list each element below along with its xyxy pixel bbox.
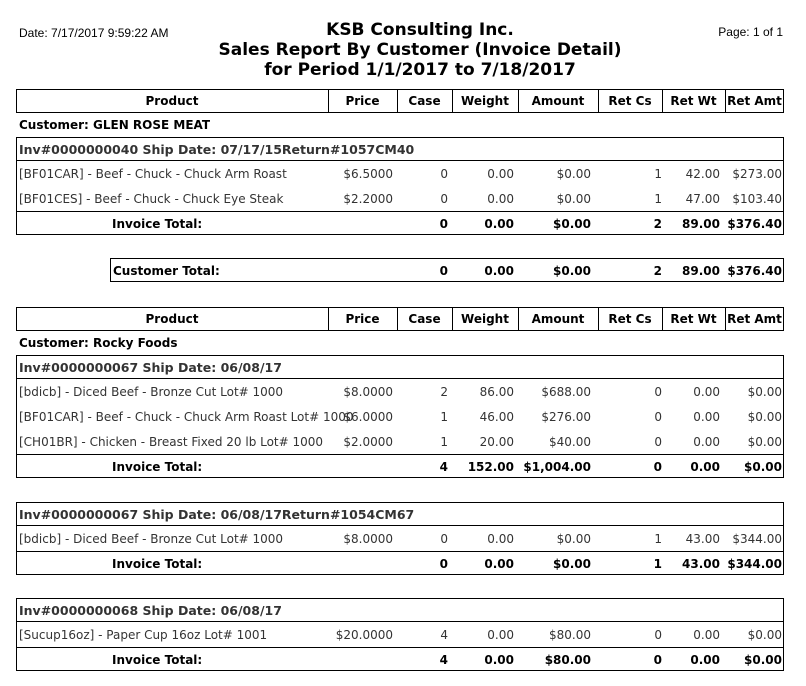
row-divider bbox=[16, 621, 784, 622]
row-value-ret-wt: 0.00 bbox=[693, 435, 720, 449]
column-header-amount: Amount bbox=[531, 94, 585, 108]
row-divider bbox=[16, 211, 784, 212]
column-header-weight: Weight bbox=[461, 312, 509, 326]
row-value-case: 0 bbox=[440, 167, 448, 181]
row-value-amount: $80.00 bbox=[549, 628, 591, 642]
row-divider bbox=[16, 551, 784, 552]
total-value-case: 4 bbox=[439, 460, 448, 474]
row-value-price: $8.0000 bbox=[343, 532, 393, 546]
row-value-ret-wt: 0.00 bbox=[693, 385, 720, 399]
row-value-price: $20.0000 bbox=[335, 628, 393, 642]
column-header-price: Price bbox=[345, 94, 380, 108]
company-name: KSB Consulting Inc. bbox=[326, 20, 514, 40]
row-value-ret-cs: 1 bbox=[654, 167, 662, 181]
total-value-weight: 152.00 bbox=[467, 460, 514, 474]
row-value-weight: 86.00 bbox=[479, 385, 514, 399]
page-number: Page: 1 of 1 bbox=[718, 25, 783, 39]
row-value-price: $2.0000 bbox=[343, 435, 393, 449]
column-header-case: Case bbox=[408, 312, 441, 326]
total-value-case: 4 bbox=[439, 653, 448, 667]
total-value-amount: $1,004.00 bbox=[523, 460, 591, 474]
row-divider bbox=[16, 525, 784, 526]
product-name: [Sucup16oz] - Paper Cup 16oz Lot# 1001 bbox=[19, 628, 268, 642]
row-value-amount: $688.00 bbox=[541, 385, 591, 399]
total-value-ret-amt: $0.00 bbox=[744, 460, 782, 474]
row-value-amount: $0.00 bbox=[556, 532, 591, 546]
row-value-price: $8.0000 bbox=[343, 385, 393, 399]
column-header-ret-cs: Ret Cs bbox=[608, 312, 652, 326]
invoice-header: Inv#0000000040 Ship Date: 07/17/15Return#1057CM40 bbox=[19, 142, 415, 157]
total-value-amount: $0.00 bbox=[553, 557, 591, 571]
product-name: [BF01CAR] - Beef - Chuck - Chuck Arm Roast Lot# 1000 bbox=[19, 410, 354, 424]
column-header-case: Case bbox=[408, 94, 441, 108]
row-value-ret-cs: 0 bbox=[654, 385, 662, 399]
total-value-amount: $80.00 bbox=[544, 653, 591, 667]
row-value-ret-amt: $103.40 bbox=[732, 192, 782, 206]
column-header-weight: Weight bbox=[461, 94, 509, 108]
row-value-weight: 0.00 bbox=[487, 192, 514, 206]
row-value-case: 0 bbox=[440, 192, 448, 206]
row-value-weight: 46.00 bbox=[479, 410, 514, 424]
invoice-header: Inv#0000000067 Ship Date: 06/08/17 bbox=[19, 360, 282, 375]
product-name: [bdicb] - Diced Beef - Bronze Cut Lot# 1000 bbox=[19, 385, 284, 399]
row-value-ret-wt: 0.00 bbox=[693, 628, 720, 642]
total-value-ret-wt: 89.00 bbox=[682, 217, 720, 231]
row-value-case: 1 bbox=[440, 435, 448, 449]
row-value-ret-cs: 0 bbox=[654, 410, 662, 424]
row-value-price: $6.0000 bbox=[343, 410, 393, 424]
total-value-ret-cs: 2 bbox=[653, 264, 662, 278]
row-value-ret-wt: 47.00 bbox=[685, 192, 720, 206]
row-value-ret-wt: 0.00 bbox=[693, 410, 720, 424]
row-value-price: $2.2000 bbox=[343, 192, 393, 206]
column-header-product: Product bbox=[145, 94, 199, 108]
column-header-ret-wt: Ret Wt bbox=[670, 94, 717, 108]
column-header-ret-wt: Ret Wt bbox=[670, 312, 717, 326]
total-value-ret-wt: 0.00 bbox=[690, 653, 720, 667]
row-value-amount: $0.00 bbox=[556, 192, 591, 206]
row-value-ret-amt: $0.00 bbox=[747, 435, 782, 449]
row-value-ret-amt: $0.00 bbox=[747, 385, 782, 399]
total-value-case: 0 bbox=[439, 217, 448, 231]
row-divider bbox=[16, 378, 784, 379]
total-value-weight: 0.00 bbox=[484, 557, 514, 571]
product-name: [BF01CES] - Beef - Chuck - Chuck Eye Steak bbox=[19, 192, 284, 206]
row-value-weight: 0.00 bbox=[487, 532, 514, 546]
column-header-product: Product bbox=[145, 312, 199, 326]
total-value-amount: $0.00 bbox=[553, 217, 591, 231]
row-value-case: 2 bbox=[440, 385, 448, 399]
column-header-ret-amt: Ret Amt bbox=[727, 312, 782, 326]
row-value-ret-cs: 0 bbox=[654, 628, 662, 642]
total-value-weight: 0.00 bbox=[484, 653, 514, 667]
report-title: Sales Report By Customer (Invoice Detail) bbox=[218, 40, 622, 60]
row-value-price: $6.5000 bbox=[343, 167, 393, 181]
row-value-ret-amt: $0.00 bbox=[747, 410, 782, 424]
row-value-amount: $276.00 bbox=[541, 410, 591, 424]
product-name: [CH01BR] - Chicken - Breast Fixed 20 lb Lot# 1000 bbox=[19, 435, 324, 449]
total-value-weight: 0.00 bbox=[484, 217, 514, 231]
row-value-ret-cs: 1 bbox=[654, 532, 662, 546]
row-value-amount: $40.00 bbox=[549, 435, 591, 449]
total-value-ret-cs: 0 bbox=[653, 653, 662, 667]
customer-name: Customer: Rocky Foods bbox=[19, 336, 178, 350]
row-divider bbox=[16, 454, 784, 455]
row-value-amount: $0.00 bbox=[556, 167, 591, 181]
row-divider bbox=[16, 160, 784, 161]
column-header-ret-cs: Ret Cs bbox=[608, 94, 652, 108]
total-value-ret-amt: $0.00 bbox=[744, 653, 782, 667]
row-value-ret-cs: 0 bbox=[654, 435, 662, 449]
total-value-ret-cs: 0 bbox=[653, 460, 662, 474]
row-divider bbox=[16, 647, 784, 648]
total-value-case: 0 bbox=[439, 557, 448, 571]
total-value-ret-wt: 43.00 bbox=[682, 557, 720, 571]
invoice-total-label: Invoice Total: bbox=[112, 460, 203, 474]
total-value-ret-amt: $376.40 bbox=[727, 264, 782, 278]
product-name: [BF01CAR] - Beef - Chuck - Chuck Arm Roast bbox=[19, 167, 287, 181]
row-value-weight: 0.00 bbox=[487, 628, 514, 642]
report-date: Date: 7/17/2017 9:59:22 AM bbox=[19, 26, 169, 40]
invoice-total-label: Invoice Total: bbox=[112, 557, 203, 571]
invoice-header: Inv#0000000067 Ship Date: 06/08/17Return#1054CM67 bbox=[19, 507, 415, 522]
column-header-ret-amt: Ret Amt bbox=[727, 94, 782, 108]
report-period: for Period 1/1/2017 to 7/18/2017 bbox=[264, 60, 576, 80]
total-value-case: 0 bbox=[439, 264, 448, 278]
row-value-ret-cs: 1 bbox=[654, 192, 662, 206]
invoice-total-label: Invoice Total: bbox=[112, 217, 203, 231]
row-value-ret-wt: 42.00 bbox=[685, 167, 720, 181]
total-value-ret-wt: 0.00 bbox=[690, 460, 720, 474]
row-value-case: 1 bbox=[440, 410, 448, 424]
column-header-amount: Amount bbox=[531, 312, 585, 326]
total-value-ret-amt: $376.40 bbox=[727, 217, 782, 231]
total-value-ret-cs: 2 bbox=[653, 217, 662, 231]
total-value-weight: 0.00 bbox=[484, 264, 514, 278]
invoice-total-label: Customer Total: bbox=[113, 264, 220, 278]
customer-name: Customer: GLEN ROSE MEAT bbox=[19, 118, 211, 132]
total-value-ret-cs: 1 bbox=[653, 557, 662, 571]
column-header-price: Price bbox=[345, 312, 380, 326]
row-value-case: 0 bbox=[440, 532, 448, 546]
invoice-header: Inv#0000000068 Ship Date: 06/08/17 bbox=[19, 603, 282, 618]
total-value-ret-wt: 89.00 bbox=[682, 264, 720, 278]
row-value-ret-amt: $273.00 bbox=[732, 167, 782, 181]
row-value-weight: 20.00 bbox=[479, 435, 514, 449]
row-value-case: 4 bbox=[440, 628, 448, 642]
total-value-amount: $0.00 bbox=[553, 264, 591, 278]
product-name: [bdicb] - Diced Beef - Bronze Cut Lot# 1000 bbox=[19, 532, 284, 546]
total-value-ret-amt: $344.00 bbox=[727, 557, 782, 571]
invoice-total-label: Invoice Total: bbox=[112, 653, 203, 667]
row-value-ret-amt: $0.00 bbox=[747, 628, 782, 642]
row-value-ret-amt: $344.00 bbox=[732, 532, 782, 546]
row-value-ret-wt: 43.00 bbox=[685, 532, 720, 546]
row-value-weight: 0.00 bbox=[487, 167, 514, 181]
